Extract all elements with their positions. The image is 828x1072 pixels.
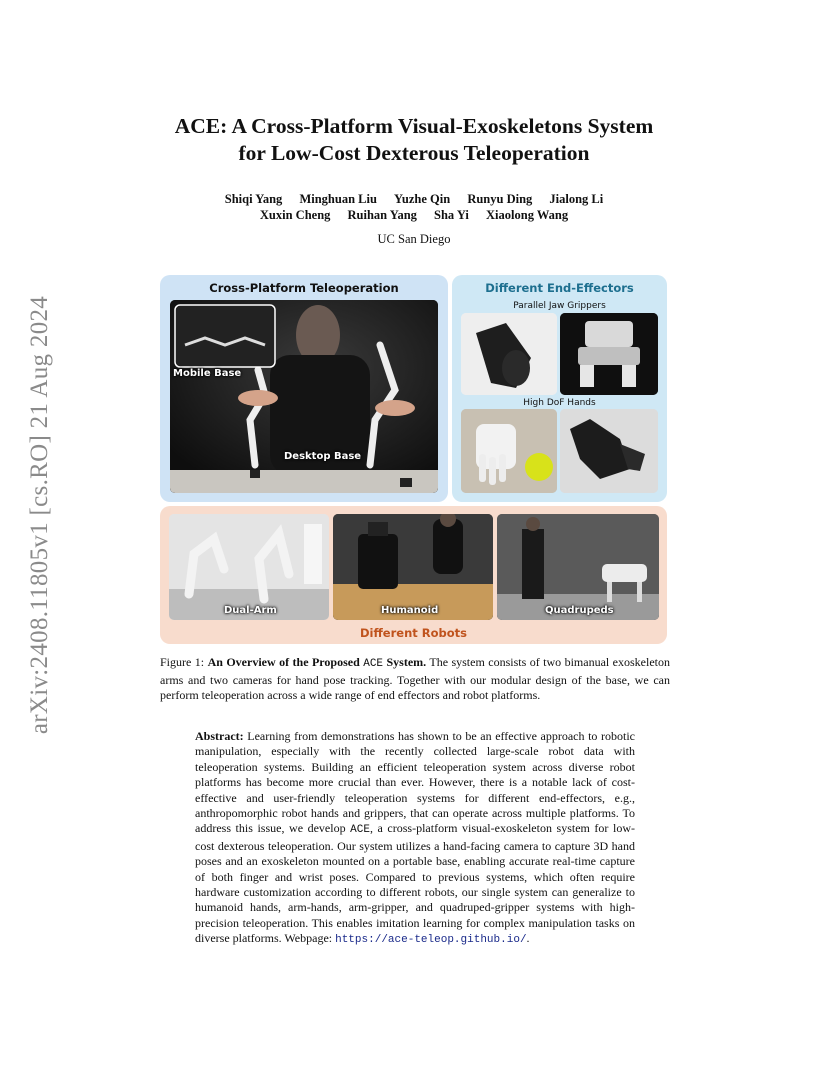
- author: Jialong Li: [549, 192, 604, 206]
- caption-text: The system consists of two bimanual exoskeleton arms and two cameras for hand pose tracking. Together with our modular design of the base, we can perform teleoperation across a wide range of end effectors and robot platforms.: [160, 655, 670, 703]
- authors-row-1: [150, 191, 678, 207]
- different-robots-panel: [160, 506, 667, 644]
- desktop-base-label: Desktop Base: [284, 451, 362, 462]
- different-robots-title: Different Robots: [360, 626, 467, 640]
- dual-arm-label: Dual-Arm: [224, 605, 277, 616]
- abstract: [195, 729, 635, 949]
- parallel-grippers-label: Parallel Jaw Grippers: [513, 301, 606, 311]
- caption-bold-end: System.: [383, 655, 427, 669]
- figure-caption: [160, 655, 670, 704]
- author: Xuxin Cheng: [259, 208, 331, 222]
- end-effectors-title: Different End-Effectors: [485, 281, 634, 295]
- abstract-label: Abstract:: [195, 729, 244, 743]
- quadrupeds-label: Quadrupeds: [545, 605, 614, 616]
- caption-bold: An Overview of the Proposed: [207, 655, 364, 669]
- teleoperation-illustration: [170, 300, 438, 493]
- title-line-1: ACE: A Cross-Platform Visual-Exoskeletons System: [174, 114, 654, 138]
- high-dof-hands-label: High DoF Hands: [523, 398, 596, 408]
- author-list: [150, 191, 678, 223]
- caption-ace: ACE: [363, 658, 384, 670]
- author: Ruihan Yang: [347, 208, 417, 222]
- author: Shiqi Yang: [224, 192, 283, 206]
- affiliation: UC San Diego: [377, 232, 451, 246]
- cross-platform-panel: [160, 275, 448, 502]
- abstract-end: .: [526, 931, 530, 946]
- dexterous-hand-illustration-1: [461, 409, 557, 493]
- dual-arm-photo: [169, 514, 329, 620]
- dexterous-hand-photo-2: [560, 409, 658, 493]
- arxiv-identifier: arXiv:2408.11805v1 [cs.RO] 21 Aug 2024: [26, 295, 53, 735]
- gripper-photo-1: [461, 313, 557, 395]
- caption-prefix: Figure 1:: [160, 655, 208, 669]
- title-line-2: for Low-Cost Dexterous Teleoperation: [238, 141, 590, 165]
- webpage-link[interactable]: https://ace-teleop.github.io/: [335, 934, 527, 947]
- humanoid-photo: [333, 514, 493, 620]
- mobile-base-label: Mobile Base: [173, 368, 242, 379]
- author: Runyu Ding: [467, 192, 533, 206]
- authors-row-2: [150, 207, 678, 223]
- gripper-illustration-2: [560, 313, 658, 395]
- gripper-photo-2: [560, 313, 658, 395]
- author: Sha Yi: [434, 208, 469, 222]
- paper-title: [100, 113, 728, 167]
- quadruped-photo: [497, 514, 659, 620]
- cross-platform-title: Cross-Platform Teleoperation: [209, 281, 399, 295]
- dexterous-hand-illustration-2: [560, 409, 658, 493]
- dexterous-hand-photo-1: [461, 409, 557, 493]
- author: Xiaolong Wang: [486, 208, 569, 222]
- teleoperation-photo: [170, 300, 438, 493]
- abstract-text-b: , a cross-platform visual-exoskeleton system for low-cost dexterous teleoperation. Our system utilizes a hand-facing camera to capture 3D hand poses and an exoskeleton mounted on a portable base, enabling accurate real-time capture of both finger and wrist poses. Compared to previous systems, which often require hardware customization according to different robots, our single system can generalize to humanoid hands, arm-hands, arm-gripper, and quadruped-gripper systems with high-precision teleoperation. This enables imitation learning for complex manipulation tasks on diverse platforms. Webpage:: [195, 821, 635, 946]
- author: Yuzhe Qin: [394, 192, 451, 206]
- end-effectors-panel: [452, 275, 667, 502]
- abstract-ace: ACE: [350, 824, 370, 837]
- abstract-text-a: Learning from demonstrations has shown to be an effective approach to robotic manipulation, especially with the recently collected large-scale robot data with teleoperation systems. Building an efficient teleoperation system across diverse robot platforms has become more crucial than ever. However, there is a notable lack of cost-effective and user-friendly teleoperation systems for different end-effectors, e.g., anthropomorphic robot hands and grippers, that can operate across multiple platforms. To address this issue, we develop: [195, 729, 635, 836]
- gripper-illustration-1: [461, 313, 557, 395]
- author: Minghuan Liu: [299, 192, 377, 206]
- humanoid-label: Humanoid: [381, 605, 439, 616]
